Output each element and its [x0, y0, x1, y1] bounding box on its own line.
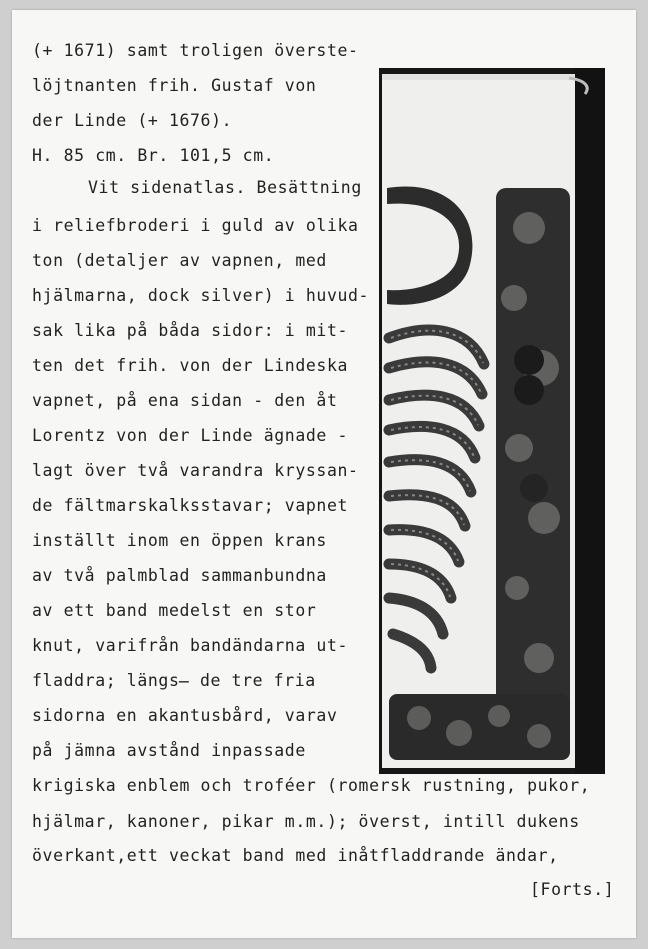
text-line-3: der Linde (+ 1676).	[32, 111, 233, 130]
text-line-6: i reliefbroderi i guld av olika	[32, 216, 359, 235]
text-line-8: hjälmarna, dock silver) i huvud-	[32, 286, 370, 305]
text-line-23: hjälmar, kanoner, pikar m.m.); överst, intill dukens	[32, 812, 580, 831]
text-line-7: ton (detaljer av vapnen, med	[32, 251, 327, 270]
text-line-14: de fältmarskalksstavar; vapnet	[32, 496, 349, 515]
text-line-19: fladdra; längs̶ de tre fria	[32, 671, 316, 690]
text-line-5: Vit sidenatlas. Besättning	[88, 178, 362, 197]
text-line-20: sidorna en akantusbård, varav	[32, 706, 338, 725]
text-line-18: knut, varifrån bandändarna ut-	[32, 636, 349, 655]
text-line-1: (+ 1671) samt troligen överste-	[32, 41, 359, 60]
text-line-12: Lorentz von der Linde ägnade -	[32, 426, 349, 445]
text-line-4: H. 85 cm. Br. 101,5 cm.	[32, 146, 275, 165]
text-line-11: vapnet, på ena sidan - den åt	[32, 391, 338, 410]
text-line-10: ten det frih. von der Lindeska	[32, 356, 349, 375]
banner-photo	[379, 68, 605, 774]
continuation-note: [Forts.]	[530, 880, 615, 899]
banner-photo-drawing	[379, 68, 605, 774]
text-line-13: lagt över två varandra kryssan-	[32, 461, 359, 480]
text-line-16: av två palmblad sammanbundna	[32, 566, 327, 585]
text-line-22: krigiska enblem och troféer (romersk rustning, pukor,	[32, 776, 591, 795]
text-line-15: inställt inom en öppen krans	[32, 531, 327, 550]
document-page	[12, 10, 636, 938]
text-line-21: på jämna avstånd inpassade	[32, 741, 306, 760]
text-line-24: överkant,ett veckat band med inåtfladdrande ändar,	[32, 846, 559, 865]
text-line-17: av ett band medelst en stor	[32, 601, 317, 620]
text-line-9: sak lika på båda sidor: i mit-	[32, 321, 349, 340]
text-line-2: löjtnanten frih. Gustaf von	[32, 76, 317, 95]
